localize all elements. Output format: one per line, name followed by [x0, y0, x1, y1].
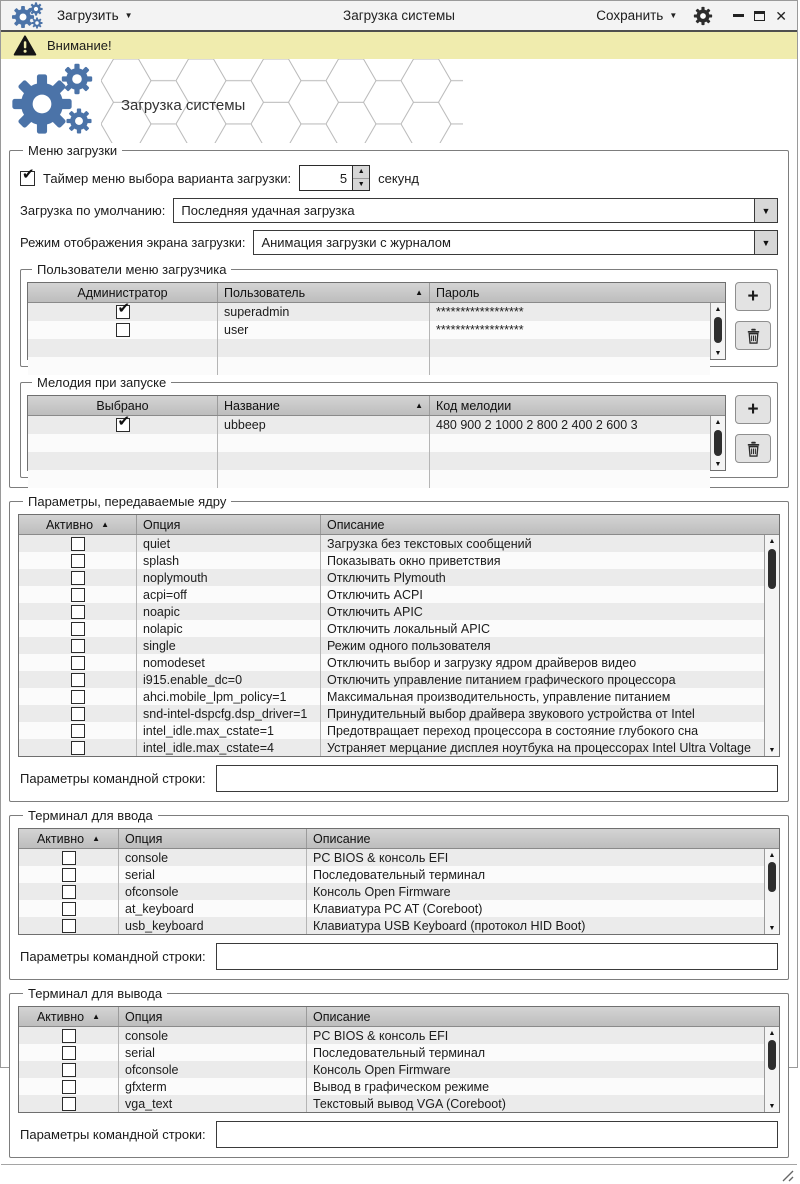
- cell-checkbox: [19, 1095, 119, 1112]
- checkbox-checked[interactable]: [116, 413, 131, 432]
- cell-text: serial: [119, 866, 307, 883]
- scroll-up-icon[interactable]: ▲: [768, 537, 776, 545]
- trash-icon: [746, 441, 761, 457]
- table-body: [19, 849, 779, 934]
- window-title: Загрузка системы: [343, 8, 455, 23]
- column-header[interactable]: [307, 829, 779, 848]
- input-terminal-group: [9, 808, 789, 980]
- input-terminal-legend: Терминал для ввода: [28, 808, 153, 823]
- cell-text: ******************: [436, 305, 524, 319]
- cell-text: Загрузка без текстовых сообщений: [327, 536, 532, 551]
- table-header-row: [19, 1007, 779, 1027]
- checkbox-unchecked[interactable]: [62, 919, 76, 933]
- cell-text: Предотвращает переход процессора в состояние глубокого сна: [327, 723, 699, 738]
- table-row[interactable]: [19, 688, 764, 705]
- cell-checkbox: [19, 1061, 119, 1078]
- output-terminal-table: [18, 1006, 780, 1113]
- cell-checkbox: [19, 1044, 119, 1061]
- cell-text: Консоль Open Firmware: [313, 884, 451, 899]
- scroll-up-icon[interactable]: ▲: [768, 1029, 776, 1037]
- cell-text: Режим одного пользователя: [327, 638, 491, 653]
- warning-triangle-icon: [13, 35, 37, 56]
- vertical-scrollbar[interactable]: [710, 303, 725, 359]
- cell-text: ahci.mobile_lpm_policy=1: [137, 688, 321, 705]
- cell-text: Максимальная производительность, управление питанием: [327, 689, 671, 704]
- display-mode-row: [20, 230, 778, 255]
- chevron-down-icon: ▼: [669, 11, 678, 20]
- checkbox-unchecked[interactable]: [71, 588, 85, 602]
- vertical-scrollbar[interactable]: [764, 535, 779, 756]
- page-title: Загрузка системы: [121, 97, 246, 114]
- table-row-empty: [28, 452, 710, 470]
- column-header-label: Пароль: [436, 285, 480, 300]
- scroll-down-icon[interactable]: ▼: [768, 746, 776, 754]
- cell-checkbox: [19, 654, 137, 671]
- cell-text: Клавиатура USB Keyboard (протокол HID Boot): [313, 918, 586, 933]
- cell-text: user: [218, 321, 430, 339]
- table-row[interactable]: [19, 1095, 764, 1112]
- warning-banner: [1, 32, 797, 59]
- cell-text: Отключить локальный APIC: [327, 621, 491, 636]
- checkbox-unchecked[interactable]: [62, 1029, 76, 1043]
- checkbox-unchecked[interactable]: [116, 323, 130, 337]
- cell-checkbox: [19, 849, 119, 866]
- column-header-label: Администратор: [77, 285, 168, 300]
- scroll-down-icon[interactable]: ▼: [714, 349, 722, 357]
- scrollbar-thumb[interactable]: [768, 862, 776, 892]
- cell-text: Отключить ACPI: [327, 587, 423, 602]
- column-header-label: Выбрано: [96, 398, 149, 413]
- table-body: [28, 300, 725, 359]
- checkbox-unchecked[interactable]: [71, 656, 85, 670]
- sort-ascending-icon: ▲: [415, 288, 423, 297]
- table-row-empty: [28, 470, 710, 488]
- checkbox-unchecked[interactable]: [62, 1097, 76, 1111]
- cell-checkbox: [28, 413, 218, 434]
- column-header[interactable]: [137, 515, 321, 534]
- scroll-down-icon[interactable]: ▼: [714, 460, 722, 468]
- cell-text: i915.enable_dc=0: [137, 671, 321, 688]
- column-header[interactable]: [321, 515, 779, 534]
- table-header-row: [19, 515, 779, 535]
- table-row[interactable]: [19, 603, 764, 620]
- checkbox-unchecked[interactable]: [71, 690, 85, 704]
- scroll-down-icon[interactable]: ▼: [768, 1102, 776, 1110]
- checkbox-unchecked[interactable]: [62, 1046, 76, 1060]
- cell-checkbox: [19, 705, 137, 722]
- add-user-button[interactable]: +: [735, 282, 771, 311]
- cell-text: ofconsole: [119, 883, 307, 900]
- kernel-params-table: [18, 514, 780, 757]
- kernel-cmdline-label: Параметры командной строки:: [20, 771, 206, 786]
- timer-spinner[interactable]: [299, 165, 370, 191]
- table-row-empty: [28, 339, 710, 357]
- boot-menu-legend: Меню загрузки: [28, 143, 118, 158]
- cell-checkbox: [19, 671, 137, 688]
- cell-text: PC BIOS & консоль EFI: [313, 850, 449, 865]
- sort-ascending-icon: ▲: [92, 1012, 101, 1021]
- scrollbar-thumb[interactable]: [768, 549, 776, 589]
- resize-grip[interactable]: [780, 1168, 794, 1182]
- cell-checkbox: [28, 452, 218, 470]
- column-header-label: Описание: [313, 1009, 371, 1024]
- checkbox-unchecked[interactable]: [71, 741, 85, 755]
- boot-users-table: [27, 282, 726, 360]
- cell-text: Последовательный терминал: [313, 867, 486, 882]
- cell-text: [430, 452, 710, 470]
- cell-text: nolapic: [137, 620, 321, 637]
- output-terminal-legend: Терминал для вывода: [28, 986, 163, 1001]
- combo-selected-value: Последняя удачная загрузка: [181, 203, 355, 218]
- table-row-empty: [28, 357, 710, 375]
- boot-users-group: [20, 262, 778, 367]
- table-row[interactable]: [19, 900, 764, 917]
- cell-text: ******************: [436, 323, 524, 337]
- cell-text: usb_keyboard: [119, 917, 307, 934]
- cell-text: PC BIOS & консоль EFI: [313, 1028, 449, 1043]
- cell-text: 480 900 2 1000 2 800 2 400 2 600 3: [436, 418, 638, 432]
- cell-text: Устраняет мерцание дисплея ноутбука на процессорах Intel Ultra Voltage: [327, 740, 751, 755]
- column-header-label: Опция: [143, 517, 181, 532]
- checkbox-unchecked[interactable]: [71, 571, 85, 585]
- cell-text: [430, 357, 710, 375]
- scrollbar-thumb[interactable]: [714, 317, 722, 343]
- combo-dropdown-button[interactable]: [754, 231, 777, 254]
- table-rows: [19, 535, 764, 756]
- kernel-params-legend: Параметры, передаваемые ядру: [28, 494, 227, 509]
- cell-text: intel_idle.max_cstate=4: [137, 739, 321, 756]
- column-header[interactable]: [19, 829, 119, 848]
- table-row[interactable]: [19, 917, 764, 934]
- checkbox-unchecked[interactable]: [71, 639, 85, 653]
- display-mode-select[interactable]: [253, 230, 778, 255]
- checkbox-unchecked[interactable]: [71, 724, 85, 738]
- cell-checkbox: [19, 900, 119, 917]
- settings-gear-icon[interactable]: [693, 6, 713, 26]
- vertical-scrollbar[interactable]: [764, 849, 779, 934]
- cell-text: Отключить Plymouth: [327, 570, 446, 585]
- trash-icon: [746, 328, 761, 344]
- table-row[interactable]: [19, 1044, 764, 1061]
- cell-text: splash: [137, 552, 321, 569]
- check-mark-icon: ✔: [117, 300, 131, 317]
- save-menu-button[interactable]: [596, 8, 677, 23]
- cell-checkbox: [28, 470, 218, 488]
- cell-checkbox: [28, 357, 218, 375]
- column-header[interactable]: [119, 829, 307, 848]
- cell-text: [218, 470, 430, 488]
- column-header-label: Активно: [45, 517, 94, 532]
- table-row[interactable]: [19, 586, 764, 603]
- timer-label: Таймер меню выбора варианта загрузки:: [43, 170, 292, 186]
- load-menu-label: Загрузить: [57, 8, 119, 23]
- column-header[interactable]: [19, 1007, 119, 1026]
- table-row[interactable]: [19, 569, 764, 586]
- checkbox-unchecked[interactable]: [71, 554, 85, 568]
- boot-melody-legend: Мелодия при запуске: [37, 375, 167, 390]
- boot-gears-icon: [11, 64, 99, 140]
- scroll-up-icon[interactable]: ▲: [714, 418, 722, 426]
- scroll-up-icon[interactable]: ▲: [714, 305, 722, 313]
- column-header-label: Активно: [36, 831, 85, 846]
- column-header[interactable]: [307, 1007, 779, 1026]
- column-header-label: Опция: [125, 831, 163, 846]
- table-row[interactable]: [19, 535, 764, 552]
- cell-text: noapic: [137, 603, 321, 620]
- column-header-label: Описание: [313, 831, 371, 846]
- scroll-down-icon[interactable]: ▼: [768, 924, 776, 932]
- cell-text: console: [119, 1027, 307, 1044]
- table-row[interactable]: [19, 866, 764, 883]
- scrollbar-thumb[interactable]: [768, 1040, 776, 1070]
- table-row[interactable]: [19, 883, 764, 900]
- melody-table-mount: [27, 395, 726, 471]
- column-header[interactable]: [430, 283, 725, 302]
- delete-user-button[interactable]: [735, 321, 771, 350]
- column-header-label: Название: [224, 398, 280, 413]
- column-header[interactable]: [218, 283, 430, 302]
- table-header-row: [28, 283, 725, 303]
- table-rows: [28, 413, 710, 470]
- table-row[interactable]: [28, 321, 710, 339]
- cell-checkbox: [19, 569, 137, 586]
- close-button[interactable]: ✕: [775, 7, 787, 24]
- default-boot-select[interactable]: [173, 198, 778, 223]
- cell-text: [430, 470, 710, 488]
- table-row[interactable]: [19, 671, 764, 688]
- combo-selected-value: Анимация загрузки с журналом: [261, 235, 451, 250]
- output-terminal-table-mount: [18, 1006, 780, 1113]
- table-rows: [19, 849, 764, 934]
- cell-checkbox: [19, 883, 119, 900]
- cell-text: ofconsole: [119, 1061, 307, 1078]
- checkbox-unchecked[interactable]: [62, 885, 76, 899]
- checkbox-checked[interactable]: [116, 300, 131, 319]
- cell-checkbox: [19, 739, 137, 756]
- table-body: [19, 535, 779, 756]
- table-row-empty: [28, 434, 710, 452]
- column-header-label: Активно: [36, 1009, 85, 1024]
- table-row[interactable]: [19, 1027, 764, 1044]
- chevron-down-icon: ▼: [761, 205, 771, 216]
- input-terminal-cmdline-label: Параметры командной строки:: [20, 949, 206, 964]
- cell-text: Текстовый вывод VGA (Coreboot): [313, 1096, 506, 1111]
- checkbox-unchecked[interactable]: [71, 605, 85, 619]
- check-mark-icon: ✔: [22, 165, 35, 183]
- table-header-row: [19, 829, 779, 849]
- cell-text: [430, 434, 710, 452]
- cell-text: Последовательный терминал: [313, 1045, 486, 1060]
- kernel-cmdline-input[interactable]: [216, 765, 778, 792]
- cell-text: Отключить управление питанием графического процессора: [327, 672, 676, 687]
- checkbox-unchecked[interactable]: [71, 622, 85, 636]
- cell-text: gfxterm: [119, 1078, 307, 1095]
- cell-text: console: [119, 849, 307, 866]
- sort-ascending-icon: ▲: [92, 834, 101, 843]
- cell-text: serial: [119, 1044, 307, 1061]
- cell-text: single: [137, 637, 321, 654]
- table-body: [28, 413, 725, 470]
- cell-checkbox: [19, 1078, 119, 1095]
- chevron-down-icon: ▼: [761, 237, 771, 248]
- table-rows: [19, 1027, 764, 1112]
- table-row[interactable]: [19, 654, 764, 671]
- column-header[interactable]: [119, 1007, 307, 1026]
- table-row[interactable]: [19, 849, 764, 866]
- cell-text: Показывать окно приветствия: [327, 553, 501, 568]
- combo-dropdown-button[interactable]: [754, 199, 777, 222]
- table-rows: [28, 300, 710, 359]
- status-bar: [1, 1164, 797, 1184]
- cell-text: nomodeset: [137, 654, 321, 671]
- timer-row: [20, 165, 778, 191]
- cell-checkbox: [19, 535, 137, 552]
- scrollbar-thumb[interactable]: [714, 430, 722, 456]
- boot-melody-group: [20, 375, 778, 478]
- sort-ascending-icon: ▲: [415, 401, 423, 410]
- save-menu-label: Сохранить: [596, 8, 664, 23]
- boot-menu-group: [9, 143, 789, 488]
- column-header-label: Код мелодии: [436, 398, 512, 413]
- column-header-label: Пользователь: [224, 285, 306, 300]
- column-header-label: Опция: [125, 1009, 163, 1024]
- cell-text: Вывод в графическом режиме: [313, 1079, 490, 1094]
- cell-checkbox: [19, 586, 137, 603]
- spin-down-icon[interactable]: ▼: [357, 180, 365, 188]
- cell-checkbox: [19, 1027, 119, 1044]
- cell-text: acpi=off: [137, 586, 321, 603]
- timer-checkbox-checked[interactable]: [20, 165, 35, 186]
- cell-checkbox: [28, 300, 218, 321]
- kernel-params-group: [9, 494, 789, 802]
- table-row[interactable]: [28, 413, 710, 434]
- cell-text: [218, 357, 430, 375]
- cell-checkbox: [19, 620, 137, 637]
- cell-checkbox: [28, 434, 218, 452]
- cell-checkbox: [19, 917, 119, 934]
- cell-text: at_keyboard: [119, 900, 307, 917]
- kernel-table-mount: [18, 514, 780, 757]
- chevron-down-icon: ▼: [124, 11, 133, 20]
- table-header-row: [28, 396, 725, 416]
- checkbox-unchecked[interactable]: [62, 1080, 76, 1094]
- table-row[interactable]: [19, 552, 764, 569]
- cell-text: quiet: [137, 535, 321, 552]
- checkbox-unchecked[interactable]: [62, 851, 76, 865]
- table-row[interactable]: [19, 637, 764, 654]
- cell-text: [218, 339, 430, 357]
- app-logo-gears-icon: [11, 2, 43, 29]
- cell-checkbox: [19, 688, 137, 705]
- table-row[interactable]: [19, 722, 764, 739]
- maximize-button[interactable]: [754, 11, 765, 21]
- load-menu-button[interactable]: [57, 8, 133, 23]
- output-terminal-group: [9, 986, 789, 1158]
- spin-up-icon[interactable]: ▲: [353, 166, 369, 179]
- cell-checkbox: [19, 637, 137, 654]
- minimize-button[interactable]: [733, 14, 744, 17]
- input-terminal-cmdline-input[interactable]: [216, 943, 778, 970]
- cell-text: superadmin: [218, 303, 430, 321]
- checkbox-unchecked[interactable]: [71, 537, 85, 551]
- default-boot-row: [20, 198, 778, 223]
- timer-unit-label: секунд: [378, 170, 419, 186]
- vertical-scrollbar[interactable]: [764, 1027, 779, 1112]
- table-row[interactable]: [19, 1061, 764, 1078]
- input-terminal-table-mount: [18, 828, 780, 935]
- page-header: [1, 59, 797, 143]
- table-row[interactable]: [19, 705, 764, 722]
- default-boot-label: Загрузка по умолчанию:: [20, 203, 166, 218]
- cell-text: noplymouth: [137, 569, 321, 586]
- checkbox-unchecked[interactable]: [62, 868, 76, 882]
- output-terminal-cmdline-label: Параметры командной строки:: [20, 1127, 206, 1142]
- display-mode-label: Режим отображения экрана загрузки:: [20, 235, 246, 250]
- users-table-mount: [27, 282, 726, 360]
- cell-checkbox: [19, 552, 137, 569]
- sort-ascending-icon: ▲: [101, 520, 110, 529]
- cell-checkbox: [19, 603, 137, 620]
- cell-text: intel_idle.max_cstate=1: [137, 722, 321, 739]
- table-row[interactable]: [19, 739, 764, 756]
- checkbox-unchecked[interactable]: [71, 673, 85, 687]
- cell-text: Принудительный выбор драйвера звукового устройства от Intel: [327, 706, 695, 721]
- column-header[interactable]: [430, 396, 725, 415]
- cell-text: [218, 452, 430, 470]
- checkbox-unchecked[interactable]: [62, 1063, 76, 1077]
- add-melody-button[interactable]: +: [735, 395, 771, 424]
- cell-checkbox: [28, 339, 218, 357]
- scroll-up-icon[interactable]: ▲: [768, 851, 776, 859]
- warning-text: Внимание!: [47, 38, 112, 53]
- column-header[interactable]: [218, 396, 430, 415]
- table-row[interactable]: [19, 620, 764, 637]
- output-terminal-cmdline-input[interactable]: [216, 1121, 778, 1148]
- checkbox-unchecked[interactable]: [62, 902, 76, 916]
- cell-text: Клавиатура PC AT (Coreboot): [313, 901, 483, 916]
- cell-text: ubbeep: [218, 416, 430, 434]
- cell-text: Консоль Open Firmware: [313, 1062, 451, 1077]
- delete-melody-button[interactable]: [735, 434, 771, 463]
- table-body: [19, 1027, 779, 1112]
- cell-text: [430, 339, 710, 357]
- cell-text: [218, 434, 430, 452]
- cell-text: vga_text: [119, 1095, 307, 1112]
- vertical-scrollbar[interactable]: [710, 416, 725, 470]
- check-mark-icon: ✔: [117, 413, 131, 430]
- column-header[interactable]: [19, 515, 137, 534]
- cell-text: snd-intel-dspcfg.dsp_driver=1: [137, 705, 321, 722]
- cell-text: Отключить APIC: [327, 604, 423, 619]
- input-terminal-table: [18, 828, 780, 935]
- cell-checkbox: [19, 722, 137, 739]
- cell-checkbox: [28, 321, 218, 339]
- timer-value: 5: [339, 170, 348, 186]
- table-row[interactable]: [19, 1078, 764, 1095]
- boot-users-legend: Пользователи меню загрузчика: [37, 262, 227, 277]
- boot-melody-table: [27, 395, 726, 471]
- checkbox-unchecked[interactable]: [71, 707, 85, 721]
- table-row[interactable]: [28, 300, 710, 321]
- cell-checkbox: [19, 866, 119, 883]
- cell-text: Отключить выбор и загрузку ядром драйверов видео: [327, 655, 637, 670]
- column-header-label: Описание: [327, 517, 385, 532]
- title-toolbar: [1, 1, 797, 32]
